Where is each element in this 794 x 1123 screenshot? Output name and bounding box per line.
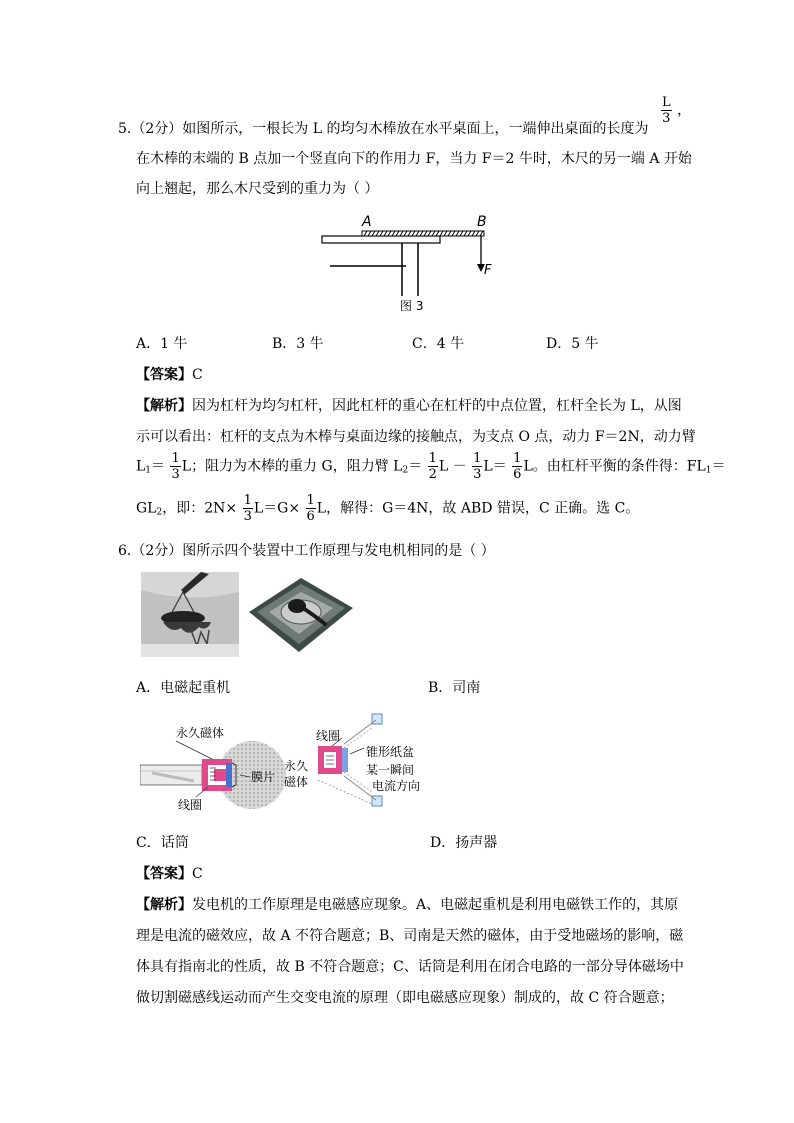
analysis-tag: 【解析】 <box>136 897 192 913</box>
fraction-6: $\frac{1}{6}$ <box>306 493 315 524</box>
speaker-label-instant: 某一瞬间 <box>366 763 415 777</box>
speaker-diagram <box>284 710 434 820</box>
q5-stem-line2: 在木棒的末端的 B 点加一个竖直向下的作用力 F，当力 F＝2 牛时，木尺的另一端 A 开始 <box>136 151 692 167</box>
q6-analysis-line2: 理是电流的磁效应，故 A 不符合题意；B、司南是天然的磁体，由于受地磁场的影响，磁 <box>136 928 684 944</box>
q5-stem-line3: 向上翘起，那么木尺受到的重力为（ ） <box>136 181 379 197</box>
q5-analysis-line2: 示可以看出：杠杆的支点为木棒与桌面边缘的接触点，为支点 O 点，动力 F＝2N，动力臂 <box>136 429 696 445</box>
fraction-1: $\frac{1}{3}$ <box>171 451 180 482</box>
q5-option-c: C．4 牛 <box>412 336 465 352</box>
analysis-tag: 【解析】 <box>136 398 192 414</box>
label-b: B <box>477 214 487 230</box>
q6-option-a: A．电磁起重机 <box>136 680 231 696</box>
fraction-denominator: 3 <box>662 111 671 126</box>
fraction-numerator: L <box>662 95 671 110</box>
fraction-4: $\frac{1}{6}$ <box>513 451 522 482</box>
label-a: A <box>362 214 372 230</box>
q6-analysis-line3: 体具有指南北的性质，故 B 不符合题意；C、话筒是利用在闭合电路的一部分导体磁场中 <box>136 959 684 975</box>
q5-option-b: B．3 牛 <box>272 336 324 352</box>
speaker-label-magnet-1: 永久 <box>284 759 309 773</box>
speaker-label-cone: 锥形纸盆 <box>366 745 415 759</box>
q5-analysis-line4: $GL_2$，即：2N× $\frac{1}{3}$ L＝G× $\frac{1}{6}$ L，解得：G＝4N，故 ABD 错误，C 正确。选 C。 <box>136 493 640 524</box>
lever-board <box>322 236 440 243</box>
label-f: F <box>484 263 492 278</box>
q5-stem-line1: 5.（2分）如图所示，一根长为 L 的均匀木棒放在水平桌面上，一端伸出桌面的长度为 <box>118 121 649 137</box>
fraction-2: $\frac{1}{2}$ <box>428 451 437 482</box>
speaker-label-current: 电流方向 <box>372 779 421 793</box>
q6-answer: 【答案】C <box>136 866 203 882</box>
speaker-label-magnet-2: 磁体 <box>284 775 309 789</box>
figure-caption: 图 3 <box>400 299 424 313</box>
crane-photo <box>141 572 239 657</box>
q5-analysis-line3: $L_1=$ $\frac{1}{3}$ L；阻力为木棒的重力 G，阻力臂 $L_2=$ $\frac{1}{2}$ L － $\frac{1}{3}$ L＝ $\frac{1}{6}$ L。由杠杆平衡的条件得：$FL_1=$ <box>136 451 726 482</box>
q5-answer: 【答案】C <box>136 367 203 383</box>
fraction-3: $\frac{1}{3}$ <box>473 451 482 482</box>
q5-option-a: A．1 牛 <box>136 336 188 352</box>
mic-label-coil: 线圈 <box>178 798 203 812</box>
mic-label-diaphragm: 膜片 <box>251 770 276 784</box>
q6-option-b: B．司南 <box>428 680 481 696</box>
q6-option-d: D．扬声器 <box>430 835 498 851</box>
speaker-label-coil: 线圈 <box>316 729 341 743</box>
sinan-photo <box>243 568 355 658</box>
answer-tag: 【答案】 <box>136 866 192 882</box>
lever-rod <box>362 231 484 236</box>
answer-tag: 【答案】 <box>136 367 192 383</box>
q5-analysis-line1: 【解析】因为杠杆为均匀杠杆，因此杠杆的重心在杠杆的中点位置，杠杆全长为 L，从图 <box>136 398 682 414</box>
q6-analysis-line4: 做切割磁感线运动而产生交变电流的原理（即电磁感应现象）制成的，故 C 符合题意； <box>136 990 674 1006</box>
microphone-diagram <box>140 715 290 815</box>
fraction-5: $\frac{1}{3}$ <box>243 493 252 524</box>
q6-stem: 6.（2分）图所示四个装置中工作原理与发电机相同的是（ ） <box>118 543 495 559</box>
mic-label-magnet: 永久磁体 <box>176 726 225 740</box>
q5-option-d: D．5 牛 <box>546 336 599 352</box>
q6-option-c: C．话筒 <box>136 835 189 851</box>
q5-stem-fraction: $\frac{L}{3}$ ， <box>662 95 692 126</box>
lever-figure <box>318 212 508 322</box>
q6-analysis-line1: 【解析】发电机的工作原理是电磁感应现象。A、电磁起重机是利用电磁铁工作的，其原 <box>136 897 679 913</box>
